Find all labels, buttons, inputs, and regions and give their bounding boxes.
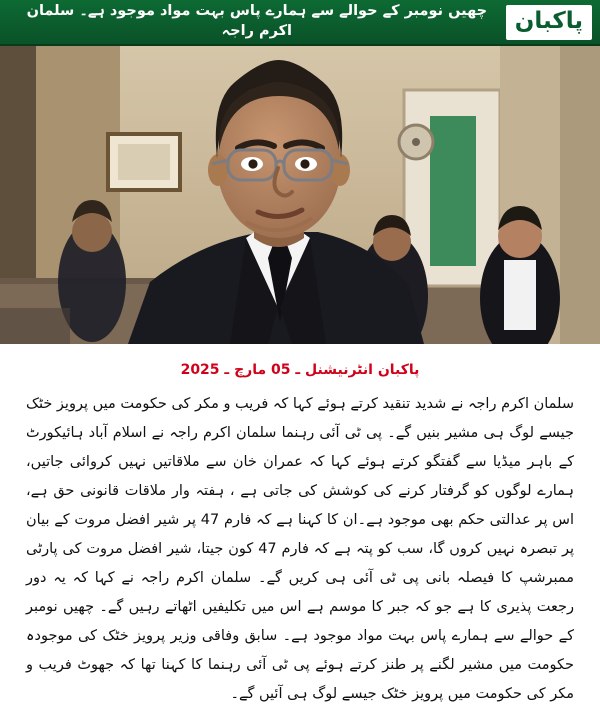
site-header	[0, 0, 600, 46]
hero-illustration	[0, 46, 600, 344]
header-headline: چھیں نومبر کے حوالے سے ہمارے پاس بہت مواد موجود ہے۔ سلمان اکرم راجہ	[26, 3, 488, 39]
byline: پاکبان انٹرنیشنل ـ 05 مارچ ـ 2025	[180, 362, 420, 378]
article-paragraph: سلمان اکرم راجہ نے شدید تنقید کرتے ہوئے کہا کہ فریب و مکر کی حکومت میں پرویز خٹک جیسے لوگ ہی مشیر بنیں گے۔ پی ٹی آئی رہنما سلمان اکرم راجہ نے اسلام آباد ہائیکورٹ کے باہر میڈیا سے گفتگو کرتے ہوئے کہا کہ عمران خان سے ملاقاتیں نہیں کروائی جاتیں، ہمارے لوگوں کو گرفتار کرنے کی کوشش کی جاتی ہے ، ہفتہ وار ملاقات قانونی حق ہے، اس پر عدالتی حکم بھی موجود ہے۔ان کا کہنا ہے کہ فارم 47 پر شیر افضل مروت کے بیان پر تبصرہ نہیں کروں گا، سب کو پتہ ہے کہ فارم 47 کون جیتا، شیر افضل مروت کی پارٹی ممبرشپ کا فیصلہ بانی پی ٹی آئی ہی کریں گے۔ سلمان اکرم راجہ نے کہا کہ یہ دور رجعت پذیری کا ہے جو کہ جبر کا موسم ہے اس میں تکلیفیں اٹھاتے رہیں گے۔ چھیں نومبر کے حوالے سے ہمارے پاس بہت مواد موجود ہے۔ سابق وفاقی وزیر پرویز خٹک کی موجودہ حکومت میں مشیر لگنے پر طنز کرتے ہوئے پی ٹی آئی رہنما کا کہنا تھا کہ جھوٹ فریب و مکر کی حکومت میں پرویز خٹک جیسے لوگ ہی آئیں گے۔	[25, 396, 574, 702]
site-logo[interactable]: پاکبان	[506, 5, 592, 40]
hero-image	[0, 46, 600, 344]
article-body	[0, 388, 600, 719]
